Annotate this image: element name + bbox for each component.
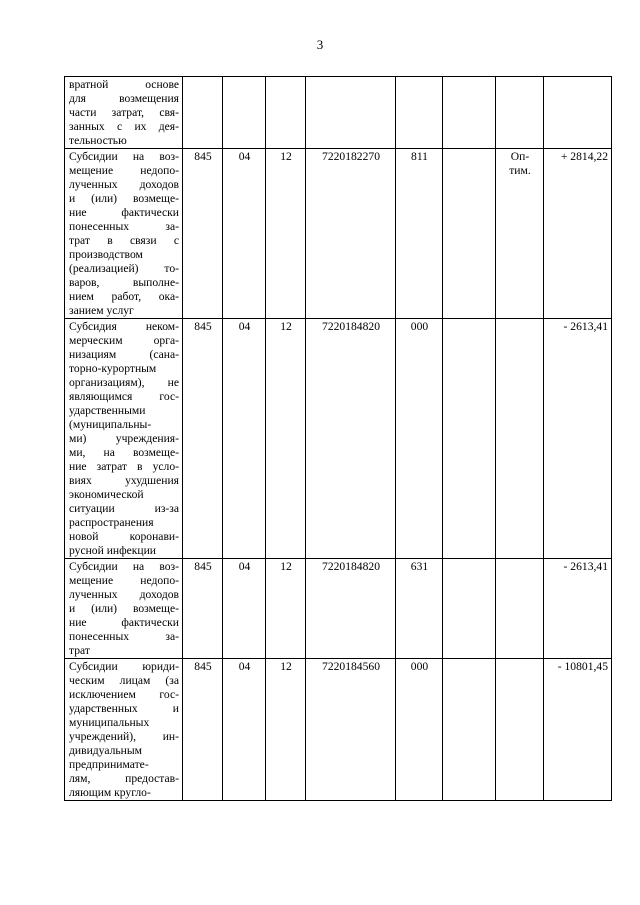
description-line: занием услуг (69, 304, 134, 317)
table-row (65, 319, 612, 559)
row-description (65, 659, 183, 801)
code-cell (183, 77, 223, 149)
subsection-cell: 12 (266, 149, 306, 319)
blank-cell (443, 319, 496, 559)
code-cell: 845 (183, 659, 223, 801)
blank-cell (443, 149, 496, 319)
amount-cell: - 2613,41 (544, 319, 612, 559)
description-line: занных с их дея- (69, 120, 179, 133)
note-cell (496, 319, 544, 559)
description-line: и (или) возмеще- (69, 192, 179, 205)
row-description (65, 149, 183, 319)
code-cell: 845 (183, 559, 223, 659)
description-line: части затрат, свя- (69, 106, 179, 119)
blank-cell (443, 659, 496, 801)
description-line: понесенных за- (69, 220, 179, 233)
table-row (65, 77, 612, 149)
subsection-cell: 12 (266, 319, 306, 559)
description-line: новой коронави- (69, 530, 179, 543)
description-line: низациям (сана- (69, 348, 179, 361)
section-cell: 04 (223, 659, 266, 801)
description-line: экономической (69, 488, 144, 501)
amount-cell: + 2814,22 (544, 149, 612, 319)
expense-type-cell: 000 (396, 319, 443, 559)
description-line: исключением гос- (69, 688, 179, 701)
description-line: трат в связи с (69, 234, 179, 247)
subsection-cell: 12 (266, 659, 306, 801)
description-line: ударственными (69, 404, 146, 417)
description-line: трат (69, 644, 90, 657)
description-line: (реализацией) то- (69, 262, 179, 275)
description-line: дивидуальным (69, 744, 142, 757)
note-cell: Оп- тим. (496, 149, 544, 319)
description-line: ми) учреждения- (69, 432, 179, 445)
description-line: ми, на возмеще- (69, 446, 179, 459)
description-line: мерческим орга- (69, 334, 179, 347)
description-line: ние затрат в усло- (69, 460, 179, 473)
description-line: и (или) возмеще- (69, 602, 179, 615)
description-line: нием работ, ока- (69, 290, 179, 303)
description-line: тельностью (69, 134, 127, 147)
description-line: торно-курортным (69, 362, 157, 375)
target-article-cell: 7220184820 (306, 319, 396, 559)
description-line: Субсидия неком- (69, 320, 179, 333)
description-line: (муниципальны- (69, 418, 152, 431)
expense-type-cell: 000 (396, 659, 443, 801)
description-line: русной инфекции (69, 544, 157, 557)
table-row (65, 149, 612, 319)
description-line: мещение недопо- (69, 574, 179, 587)
description-line: лям, предостав- (69, 772, 179, 785)
subsection-cell: 12 (266, 559, 306, 659)
section-cell (223, 77, 266, 149)
description-line: Субсидии на воз- (69, 560, 179, 573)
blank-cell (443, 559, 496, 659)
subsection-cell (266, 77, 306, 149)
description-line: ние фактически (69, 206, 179, 219)
expense-type-cell: 811 (396, 149, 443, 319)
description-line: ляющим кругло- (69, 786, 151, 799)
note-cell (496, 559, 544, 659)
target-article-cell: 7220184820 (306, 559, 396, 659)
description-line: лученных доходов (69, 588, 179, 601)
blank-cell (443, 77, 496, 149)
table-row (65, 559, 612, 659)
note-cell (496, 77, 544, 149)
amount-cell (544, 77, 612, 149)
description-line: производством (69, 248, 143, 261)
description-line: муниципальных (69, 716, 150, 729)
row-description (65, 559, 183, 659)
amount-cell: - 10801,45 (544, 659, 612, 801)
code-cell: 845 (183, 319, 223, 559)
description-line: ситуации из-за (69, 502, 179, 515)
target-article-cell: 7220182270 (306, 149, 396, 319)
description-line: для возмещения (69, 92, 179, 105)
target-article-cell: 7220184560 (306, 659, 396, 801)
budget-table (64, 76, 612, 801)
description-line: ческим лицам (за (69, 674, 179, 687)
target-article-cell (306, 77, 396, 149)
note-cell (496, 659, 544, 801)
table-body (65, 77, 612, 801)
description-line: организациям), не (69, 376, 179, 389)
description-line: виях ухудшения (69, 474, 179, 487)
page-number: 3 (316, 37, 324, 52)
description-line: ударственных и (69, 702, 179, 715)
description-line: Субсидии юриди- (69, 660, 179, 673)
expense-type-cell (396, 77, 443, 149)
table-row (65, 659, 612, 801)
description-line: предпринимате- (69, 758, 149, 771)
description-line: варов, выполне- (69, 276, 179, 289)
row-description (65, 319, 183, 559)
code-cell: 845 (183, 149, 223, 319)
description-line: учреждений), ин- (69, 730, 179, 743)
section-cell: 04 (223, 149, 266, 319)
amount-cell: - 2613,41 (544, 559, 612, 659)
description-line: мещение недопо- (69, 164, 179, 177)
description-line: лученных доходов (69, 178, 179, 191)
description-line: вратной основе (69, 78, 179, 91)
description-line: являющимся гос- (69, 390, 179, 403)
row-description (65, 77, 183, 149)
section-cell: 04 (223, 559, 266, 659)
expense-type-cell: 631 (396, 559, 443, 659)
description-line: распространения (69, 516, 154, 529)
description-line: Субсидии на воз- (69, 150, 179, 163)
description-line: ние фактически (69, 616, 179, 629)
description-line: понесенных за- (69, 630, 179, 643)
section-cell: 04 (223, 319, 266, 559)
